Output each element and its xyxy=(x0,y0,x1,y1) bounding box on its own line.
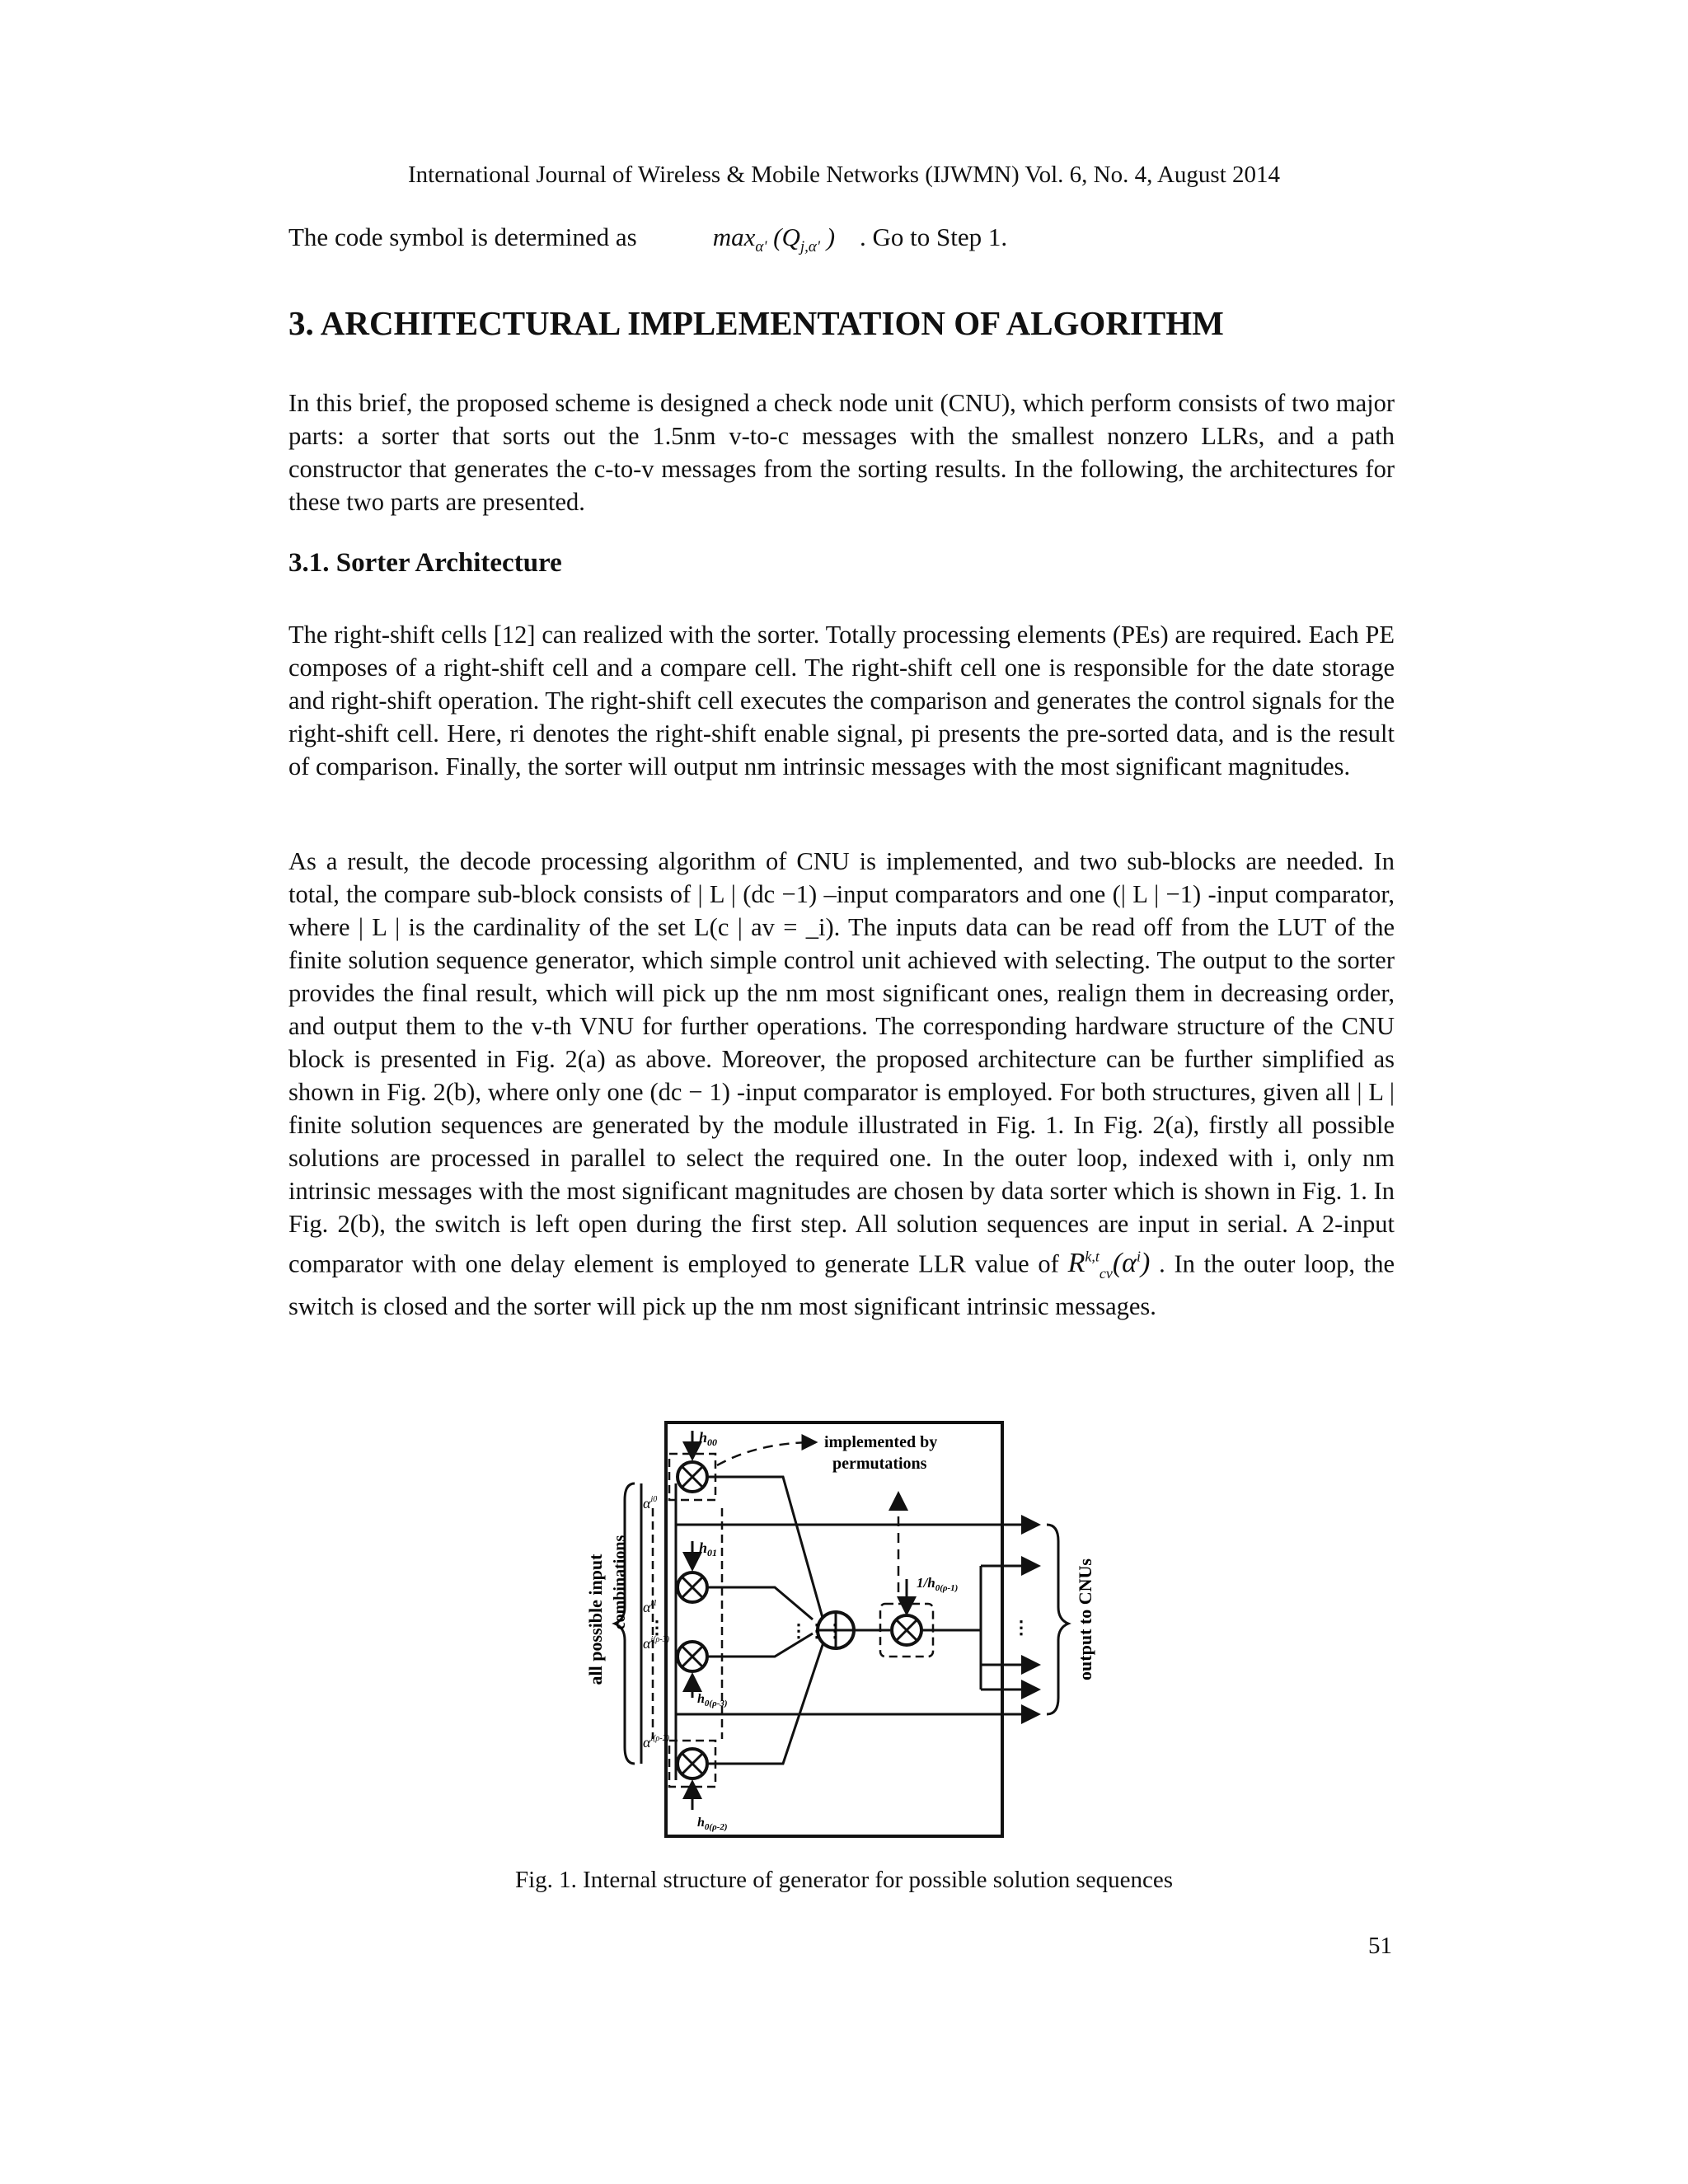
figure-caption: Fig. 1. Internal structure of generator for possible solution sequences xyxy=(514,1867,1174,1893)
llr-base: R xyxy=(1067,1248,1085,1279)
paragraph-3 xyxy=(288,845,1395,1323)
paragraph-3-main: As a result, the decode processing algorithm of CNU is implemented, and two sub-blocks are needed. In total, the compare sub-block consists of | L | (dc −1) –input comparators and one (| L | −1) -input comparator, where | L | is the cardinality of the set L(c | av = _i). The inputs data can be read off from the LUT of the finite solution sequence generator, which simple control unit achieved with selecting. The output to the sorter provides the final result, which will pick up the nm most significant ones, realign them in decreasing order, and output them to the v-th VNU for further operations. The corresponding hardware structure of the CNU block is presented in Fig. 2(a) as above. Moreover, the proposed architecture can be further simplified as shown in Fig. 2(b), where only one (dc − 1) -input comparator is employed. For both structures, given all | L | finite solution sequences are generated by the module illustrated in Fig. 1. In Fig. 2(a), firstly all possible solutions are processed in parallel to select the required one. In the outer loop, indexed with i, only nm intrinsic messages with the most significant magnitudes are chosen by data sorter which is shown in Fig. 1. In Fig. 2(b), the switch is left open during the first step. All solution sequences are input in serial. A 2-input comparator with one delay element is employed to generate LLR value of xyxy=(288,847,1395,1278)
output-brace xyxy=(1047,1525,1068,1714)
perm-dashed-arrow xyxy=(717,1442,816,1465)
label-inv-h: $1/h_{0(\rho-1)}$ xyxy=(917,1575,959,1593)
label-implemented: implemented by xyxy=(824,1433,938,1451)
label-alpha-2: $\alpha^{i1}$ xyxy=(643,1599,658,1615)
math-sub-alpha: α' xyxy=(755,238,767,256)
paragraph-2: The right-shift cells [12] can realized with the sorter. Totally processing elements (PEs) are required. Each PE composes of a right-shift cell and a compare cell. The right-shift cell one is responsible for the date storage and right-shift operation. The right-shift cell executes the comparison and generates the control signals for the right-shift cell. Here, ri denotes the right-shift enable signal, pi presents the pre-sorted data, and is the result of comparison. Finally, the sorter will output nm intrinsic messages with the most significant magnitudes. xyxy=(288,621,1395,780)
dots-right: ⋮ xyxy=(1012,1617,1030,1638)
label-h00: $h_{00}$ xyxy=(699,1429,718,1448)
label-alpha-1: $\alpha^{i0}$ xyxy=(643,1495,658,1511)
equation-line xyxy=(288,223,1007,256)
label-all-possible: all possible input xyxy=(585,1554,606,1685)
wire-1 xyxy=(707,1477,824,1624)
generator-diagram xyxy=(577,1418,1121,1846)
label-h0p3: $h_{0(\rho-3)}$ xyxy=(697,1692,728,1708)
section-title: 3. ARCHITECTURAL IMPLEMENTATION OF ALGORITHM xyxy=(288,304,1224,342)
math-close: ) xyxy=(826,223,836,251)
math-sub-j: j,α' xyxy=(799,238,820,256)
label-output: output to CNUs xyxy=(1075,1558,1095,1680)
equation-suffix: . Go to Step 1. xyxy=(860,223,1008,251)
paragraph-3-tail: . In the outer loop, the switch is closed and the sorter will pick up the nm most significant intrinsic messages. xyxy=(288,1249,1395,1321)
subsection-title: 3.1. Sorter Architecture xyxy=(288,548,562,578)
llr-sup: k,t xyxy=(1085,1249,1100,1265)
label-combinations: combinations xyxy=(611,1535,629,1630)
dots-center: ⋮⋮⋮ xyxy=(790,1620,844,1641)
journal-header: International Journal of Wireless & Mobile Networks (IJWMN) Vol. 6, No. 4, August 2014 xyxy=(407,162,1281,188)
label-h01: $h_{01}$ xyxy=(699,1540,718,1558)
llr-arg: (α xyxy=(1112,1248,1137,1279)
llr-close: ) xyxy=(1141,1248,1151,1279)
equation-text: The code symbol is determined as xyxy=(288,223,637,251)
llr-expression xyxy=(1067,1248,1151,1282)
math-arg: (Q xyxy=(773,223,800,251)
label-alpha-3: $\alpha^{i(\rho-3)}$ xyxy=(643,1635,670,1652)
max-expression xyxy=(712,223,836,256)
llr-sub: cv xyxy=(1099,1265,1113,1282)
figure-1 xyxy=(577,1418,1121,1846)
label-alpha-4: $\alpha^{i(\rho-2)}$ xyxy=(643,1734,670,1750)
page-number: 51 xyxy=(1368,1933,1392,1959)
dots-left: ⋮ xyxy=(648,1617,666,1638)
math-fn: max xyxy=(712,223,756,251)
paragraph-1: In this brief, the proposed scheme is designed a check node unit (CNU), which perform consists of two major parts: a sorter that sorts out the 1.5nm v-to-c messages with the smallest nonzero LLRs, and a path constructor that generates the c-to-v messages from the sorting results. In the following, the architectures for these two parts are presented. xyxy=(288,389,1395,516)
llr-argsup: i xyxy=(1137,1249,1142,1265)
label-h0p2: $h_{0(\rho-2)}$ xyxy=(697,1816,728,1832)
label-permutations: permutations xyxy=(832,1455,927,1473)
